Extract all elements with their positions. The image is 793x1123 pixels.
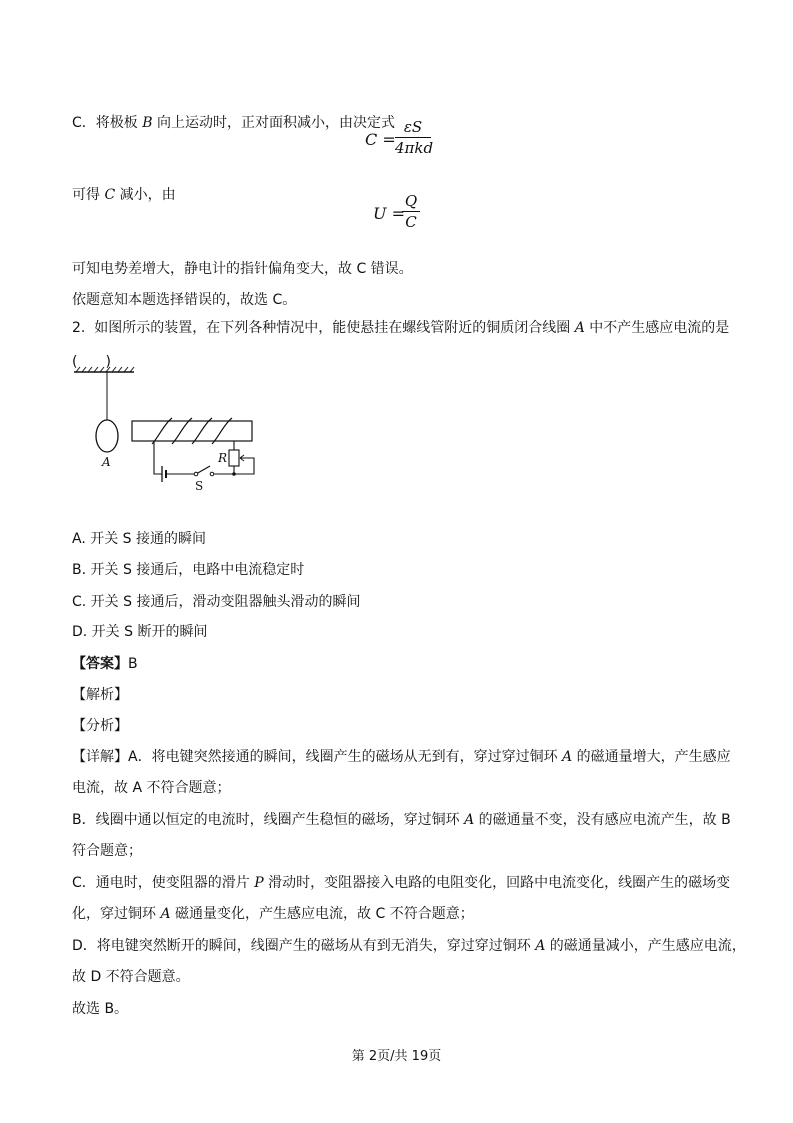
conclusion-line-1: 可知电势差增大，静电计的指针偏角变大，故 C 错误。 [72, 261, 413, 277]
conclusion-line-2: 依题意知本题选择错误的，故选 C。 [72, 292, 297, 308]
detail-b-line-2: 符合题意； [72, 843, 142, 859]
voltage-formula: U = Q C [373, 192, 433, 236]
question-2-blank: ( ) [72, 354, 111, 370]
analysis-heading: 【解析】 [72, 687, 128, 703]
label-switch-s: S [195, 479, 204, 493]
detail-d-line-2: 故 D 不符合题意。 [72, 969, 190, 985]
page-footer: 第 2页/共 19页 [351, 1049, 442, 1064]
label-resistor-r: R [218, 451, 228, 465]
solenoid-coils [152, 418, 232, 444]
option-d: D. 开关 S 断开的瞬间 [72, 624, 208, 640]
detail-a-line-2: 电流，故 A 不符合题意； [72, 780, 231, 796]
junction-dot [232, 472, 236, 476]
solenoid-figure [68, 366, 268, 506]
switch-contact [194, 472, 198, 476]
detail-d-line-1: D．将电键突然断开的瞬间，线圈产生的磁场从有到无消失，穿过穿过铜环 A 的磁通量减小，产生感应电流， [72, 938, 746, 954]
solenoid-core [132, 421, 252, 441]
option-c-explanation: C．将极板 B 向上运动时，正对面积减小，由决定式 [72, 115, 395, 131]
capacitance-formula: C = εS 4πkd [365, 118, 434, 157]
option-b: B. 开关 S 接通后，电路中电流稳定时 [72, 562, 305, 578]
option-c: C. 开关 S 接通后，滑动变阻器触头滑动的瞬间 [72, 594, 361, 610]
answer-line: 【答案】B [72, 656, 138, 672]
copper-ring [96, 420, 118, 452]
question-2-stem: 2. 如图所示的装置，在下列各种情况中，能使悬挂在螺线管附近的铜质闭合线圈 A 中不产生感应电流的是 [72, 320, 730, 336]
detail-a-line-1: 【详解】A．将电键突然接通的瞬间，线圈产生的磁场从无到有，穿过穿过铜环 A 的磁通量增大，产生感应 [72, 749, 731, 765]
option-a: A. 开关 S 接通的瞬间 [72, 531, 207, 547]
fenxi-heading: 【分析】 [72, 718, 128, 734]
detail-c-line-1: C．通电时，使变阻器的滑片 P 滑动时，变阻器接入电路的电阻变化，回路中电流变化，线圈产生的磁场变 [72, 875, 731, 891]
c-decrease-line: 可得 C 减小，由 [72, 187, 176, 203]
switch-contact [210, 472, 214, 476]
detail-b-line-1: B．线圈中通以恒定的电流时，线圈产生稳恒的磁场，穿过铜环 A 的磁通量不变，没有感应电流产生，故 B [72, 812, 731, 828]
rheostat [229, 450, 239, 466]
label-ring-a: A [102, 455, 111, 469]
detail-c-line-2: 化，穿过铜环 A 磁通量变化，产生感应电流，故 C 不符合题意； [72, 906, 474, 922]
final-answer-line: 故选 B。 [72, 1001, 129, 1017]
